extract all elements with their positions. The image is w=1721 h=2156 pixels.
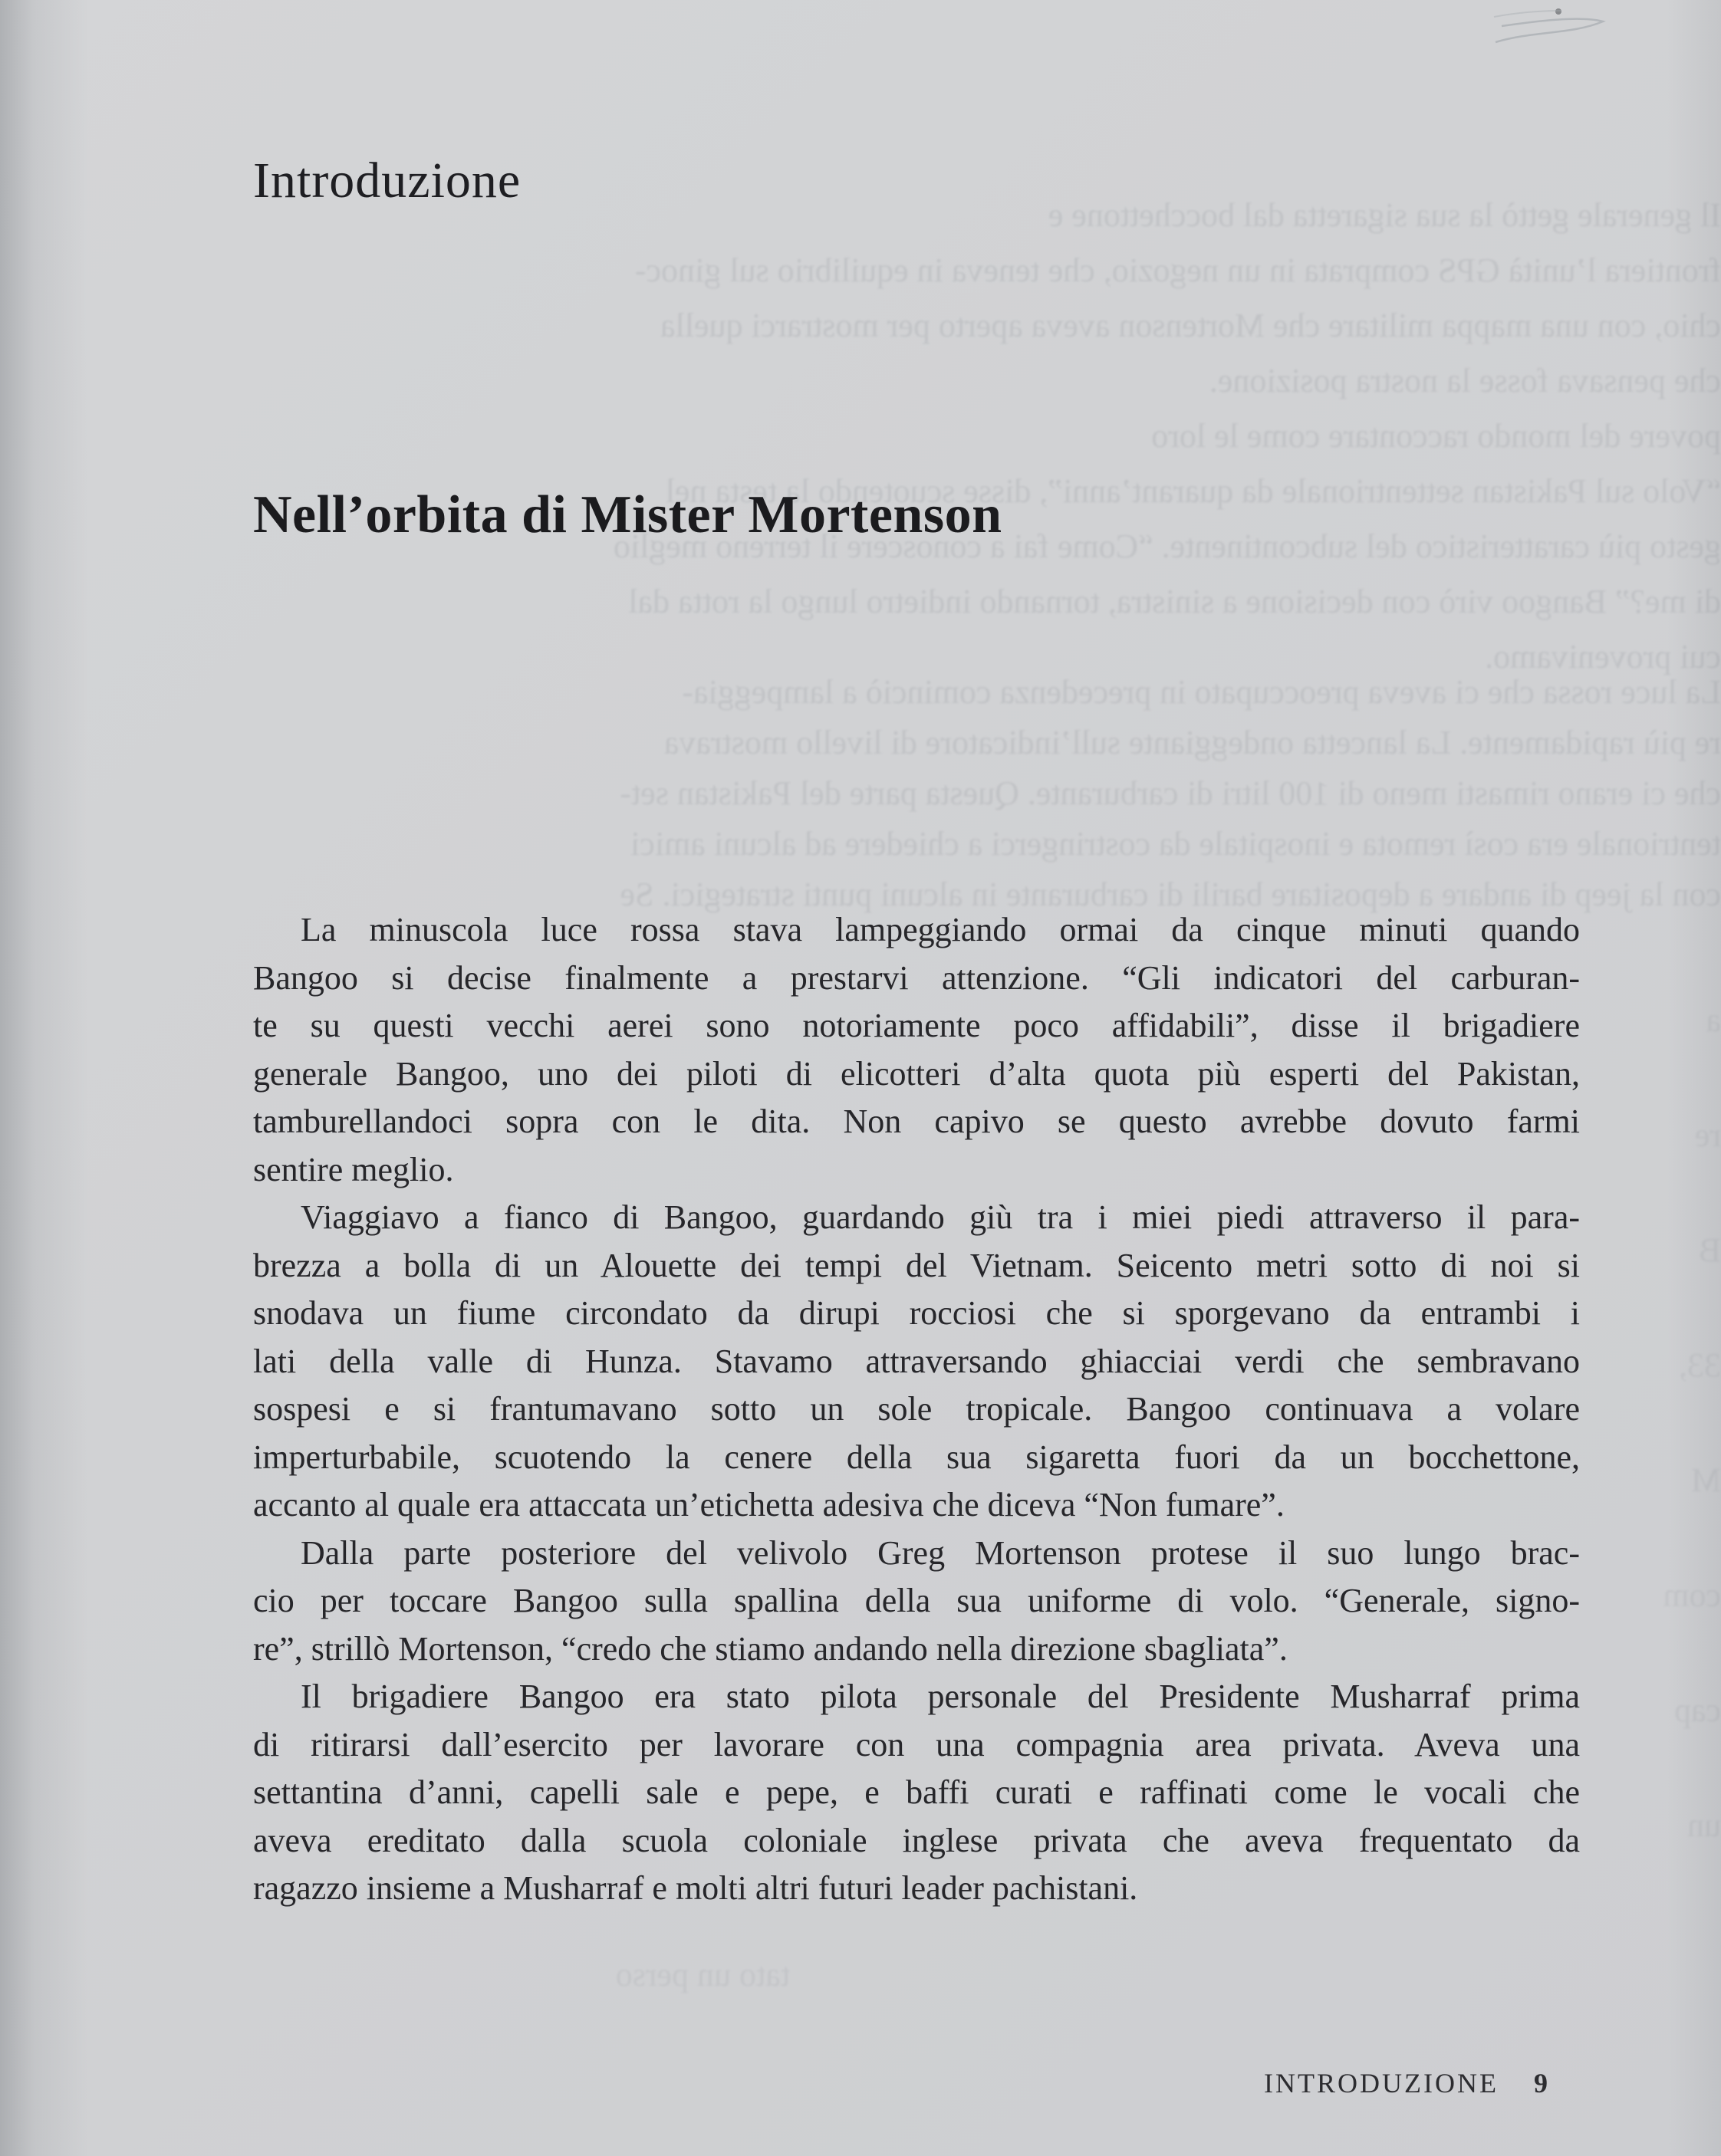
paragraph [253, 906, 1580, 1194]
bleedthrough-line: “Volo sul Pakistan settentrionale da quarant’anni”, disse scuotendo la testa nel [665, 472, 1721, 510]
bleedthrough-line: com [1663, 1576, 1721, 1614]
body-line: Viaggiavo a fianco di Bangoo, guardando giù tra i miei piedi attraverso il para- [301, 1198, 1580, 1236]
body-line: re”, strillò Mortenson, “credo che stiamo andando nella direzione sbagliata”. [253, 1629, 1288, 1668]
bleedthrough-line: che ci erano rimasti meno di 100 litri di carburante. Questa parte del Pakistan set- [620, 774, 1721, 812]
bleedthrough-line: che pensava fosse la nostra posizione. [1209, 362, 1721, 399]
page-number: 9 [1534, 2068, 1548, 2098]
bleedthrough-line: La luce rossa che ci aveva preoccupato in precedenza cominciò a lampeggia- [682, 673, 1721, 711]
bleedthrough-line: di me?” Bangoo virò con decisione a sinistra, tornando indietro lungo la rotta dal [628, 583, 1721, 620]
body-line: Bangoo si decise finalmente a prestarvi attenzione. “Gli indicatori del carburan- [253, 958, 1580, 997]
body-line: lati della valle di Hunza. Stavamo attraversando ghiacciai verdi che sembravano [253, 1342, 1580, 1380]
body-line: sospesi e si frantumavano sotto un sole tropicale. Bangoo continuava a volare [253, 1390, 1580, 1428]
bleedthrough-line: con la jeep di andare a depositare barili di carburante in alcuni punti strategici. Se [620, 876, 1721, 913]
body-line: accanto al quale era attaccata un’etichetta adesiva che diceva “Non fumare”. [253, 1486, 1285, 1523]
body-line: La minuscola luce rossa stava lampeggiando ormai da cinque minuti quando [301, 911, 1580, 948]
bleedthrough-line: povere del mondo raccontare come le loro [1151, 417, 1721, 455]
scan-hair-mark [1488, 0, 1718, 69]
body-line: settantina d’anni, capelli sale e pepe, e baffi curati e raffinati come le vocali che [253, 1773, 1580, 1811]
paragraph [253, 1194, 1580, 1530]
bleedthrough-line: frontiera l’unità GPS comprata in un negozio, che teneva in equilibrio sul ginoc- [634, 251, 1721, 289]
body-line: te su questi vecchi aerei sono notoriamente poco affidabili”, disse il brigadiere [253, 1007, 1580, 1044]
footer-label: INTRODUZIONE [1264, 2068, 1499, 2098]
body-line: imperturbabile, scuotendo la cenere della sua sigaretta fuori da un bocchettone, [253, 1438, 1580, 1476]
body-line: snodava un fiume circondato da dirupi rocciosi che si sporgevano da entrambi i [253, 1294, 1580, 1332]
bleedthrough-line: cap [1673, 1691, 1721, 1729]
bleedthrough-line: cui provenivamo. [1485, 638, 1721, 675]
bleedthrough-line: re [1694, 1116, 1721, 1154]
body-line: Il brigadiere Bangoo era stato pilota personale del Presidente Musharraf prima [301, 1678, 1580, 1715]
bleedthrough-line: tato un perso [615, 1956, 790, 1993]
bleedthrough-line: re più rapidamente. La lancetta ondeggiante sull’indicatore di livello mostrava [663, 724, 1721, 761]
body-line: Dalla parte posteriore del velivolo Greg Mortenson protese il suo lungo brac- [301, 1533, 1580, 1572]
body-line: generale Bangoo, uno dei piloti di elicotteri d’alta quota più esperti del Pakistan, [253, 1054, 1580, 1093]
body-line: di ritirarsi dall’esercito per lavorare con una compagnia area privata. Aveva una [253, 1725, 1580, 1763]
body-line: sentire meglio. [253, 1150, 454, 1188]
body-line: brezza a bolla di un Alouette dei tempi del Vietnam. Seicento metri sotto di noi si [253, 1246, 1580, 1284]
bleedthrough-line: tentrionale era così remota e inospitale da costringerci a chiedere ad alcuni amici [630, 825, 1721, 863]
body-text [253, 906, 1580, 1913]
chapter-title: Nell’orbita di Mister Mortenson [253, 485, 1002, 544]
paragraph [253, 1530, 1580, 1674]
body-line: cio per toccare Bangoo sulla spallina della sua uniforme di volo. “Generale, signo- [253, 1582, 1580, 1619]
bleedthrough-line: gesto più caratteristico del subcontinente. “Come fai a conoscere il terreno meglio [613, 527, 1721, 565]
bleedthrough-line: B [1698, 1231, 1721, 1269]
bleedthrough-line: a [1706, 1001, 1721, 1039]
footer [1264, 2067, 1548, 2099]
section-title: Introduzione [253, 153, 522, 209]
bleedthrough-line: un [1687, 1806, 1721, 1844]
bleedthrough-line: 33, [1679, 1346, 1721, 1384]
bleedthrough-line: M [1690, 1461, 1721, 1499]
paragraph [253, 1673, 1580, 1913]
body-line: tamburellandoci sopra con le dita. Non capivo se questo avrebbe dovuto farmi [253, 1103, 1580, 1140]
body-line: aveva ereditato dalla scuola coloniale inglese privata che aveva frequentato da [253, 1821, 1580, 1859]
bleedthrough-line: chio, con una mappa militare che Mortenson aveva aperto per mostrarci quella [660, 307, 1721, 344]
body-line: ragazzo insieme a Musharraf e molti altri futuri leader pachistani. [253, 1869, 1138, 1907]
bleedthrough-line: Il generale gettò la sua sigaretta dal bocchettone e [1048, 196, 1721, 234]
